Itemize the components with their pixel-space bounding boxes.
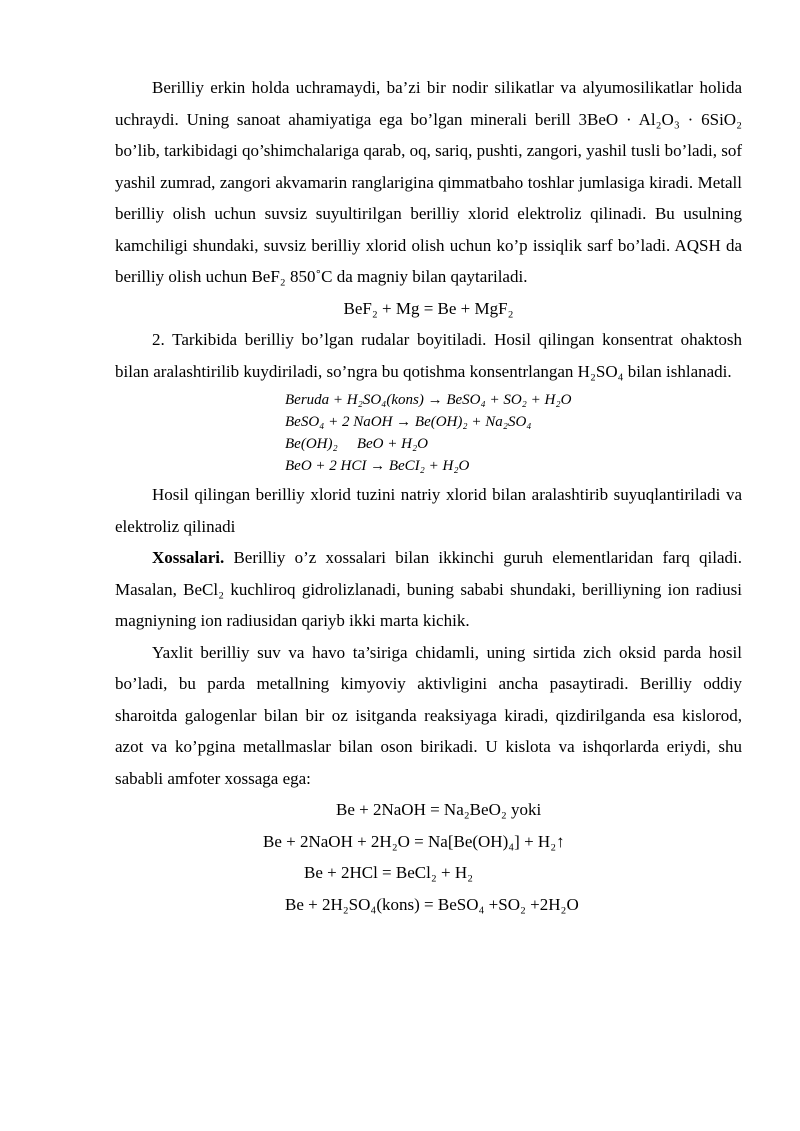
paragraph-properties-text: Berilliy o’z xossalari bilan ikkinchi guruh elementlaridan farq qiladi. Masalan, BeCl₂ kuchliroq gidrolizlanadi, buning sababi shundaki, berilliyning ion radiusi magniyning ion radiusidan qariyb ikki marta kichik.	[115, 548, 742, 630]
paragraph-properties	[115, 542, 742, 637]
paragraph-ore-processing: 2. Tarkibida berilliy bo’lgan rudalar boyitiladi. Hosil qilingan konsentrat ohaktosh bilan aralashtirilib kuydiriladi, so’ngra bu qotishma konsentrlangan H₂SO₄ bilan ishlanadi.	[115, 330, 742, 381]
reaction-line: Beruda + H₂SO₄(kons) → BeSO₄ + SO₂ + H₂O	[285, 392, 572, 408]
section-heading: Xossalari.	[152, 548, 225, 567]
paragraph-electrolysis: Hosil qilingan berilliy xlorid tuzini natriy xlorid bilan aralashtirib suyuqlantiriladi va elektroliz qilinadi	[115, 485, 742, 536]
equation-be-naoh: Be + 2NaOH = Na₂BeO₂ yoki	[336, 800, 542, 819]
equation-be-hcl: Be + 2HCl = BeCl₂ + H₂	[304, 863, 474, 882]
paragraph-occurrence: Berilliy erkin holda uchramaydi, ba’zi bir nodir silikatlar va alyumosilikatlar holida uchraydi. Uning sanoat ahamiyatiga ega bo’lgan minerali berill 3BeO · Al₂O₃ · 6SiO₂ bo’lib, tarkibidagi qo’shimchalariga qarab, oq, sariq, pushti, zangori, yashil tusli bo’ladi, sof yashil zumrad, zangori akvamarin ranglarigina qimmatbaho toshlar jumlasiga kiradi. Metall berilliy olish uchun suvsiz suyultirilgan berilliy xlorid elektroliz qilinadi. Bu usulning kamchiligi shundaki, suvsiz berilliy xlorid olish uchun ko’p issiqlik sarf bo’ladi. AQSH da berilliy olish uchun BeF₂ 850˚C da magniy bilan qaytariladi.	[115, 78, 742, 286]
reaction-line: Be(OH)₂ ⃗ BeO + H₂O	[285, 436, 429, 452]
equation-be-h2so4: Be + 2H₂SO₄(kons) = BeSO₄ +SO₂ +2H₂O	[285, 894, 579, 914]
reaction-line: BeSO₄ + 2 NaOH → Be(OH)₂ + Na₂SO₄	[285, 414, 532, 430]
equation-be-naoh-water: Be + 2NaOH + 2H₂O = Na[Be(OH)₄] + H₂↑	[263, 831, 565, 851]
paragraph-reactivity: Yaxlit berilliy suv va havo ta’siriga chidamli, uning sirtida zich oksid parda hosil bo’ladi, bu parda metallning kimyoviy aktivligini ancha pasaytiradi. Berilliy oddiy sharoitda galogenlar bilan bir oz isitganda reaksiyaga kiradi, qizdirilganda esa kislorod, azot va ko’pgina metallmaslar bilan oson birikadi. U kislota va ishqorlarda eriydi, shu sababli amfoter xossaga ega:	[115, 642, 742, 788]
reaction-line: BeO + 2 HCI → BeCI₂ + H₂O	[285, 458, 470, 474]
reaction-scheme	[285, 389, 742, 477]
equation-bef2-mg: BeF₂ + Mg = Be + MgF₂	[343, 298, 514, 318]
document-page	[115, 72, 742, 920]
